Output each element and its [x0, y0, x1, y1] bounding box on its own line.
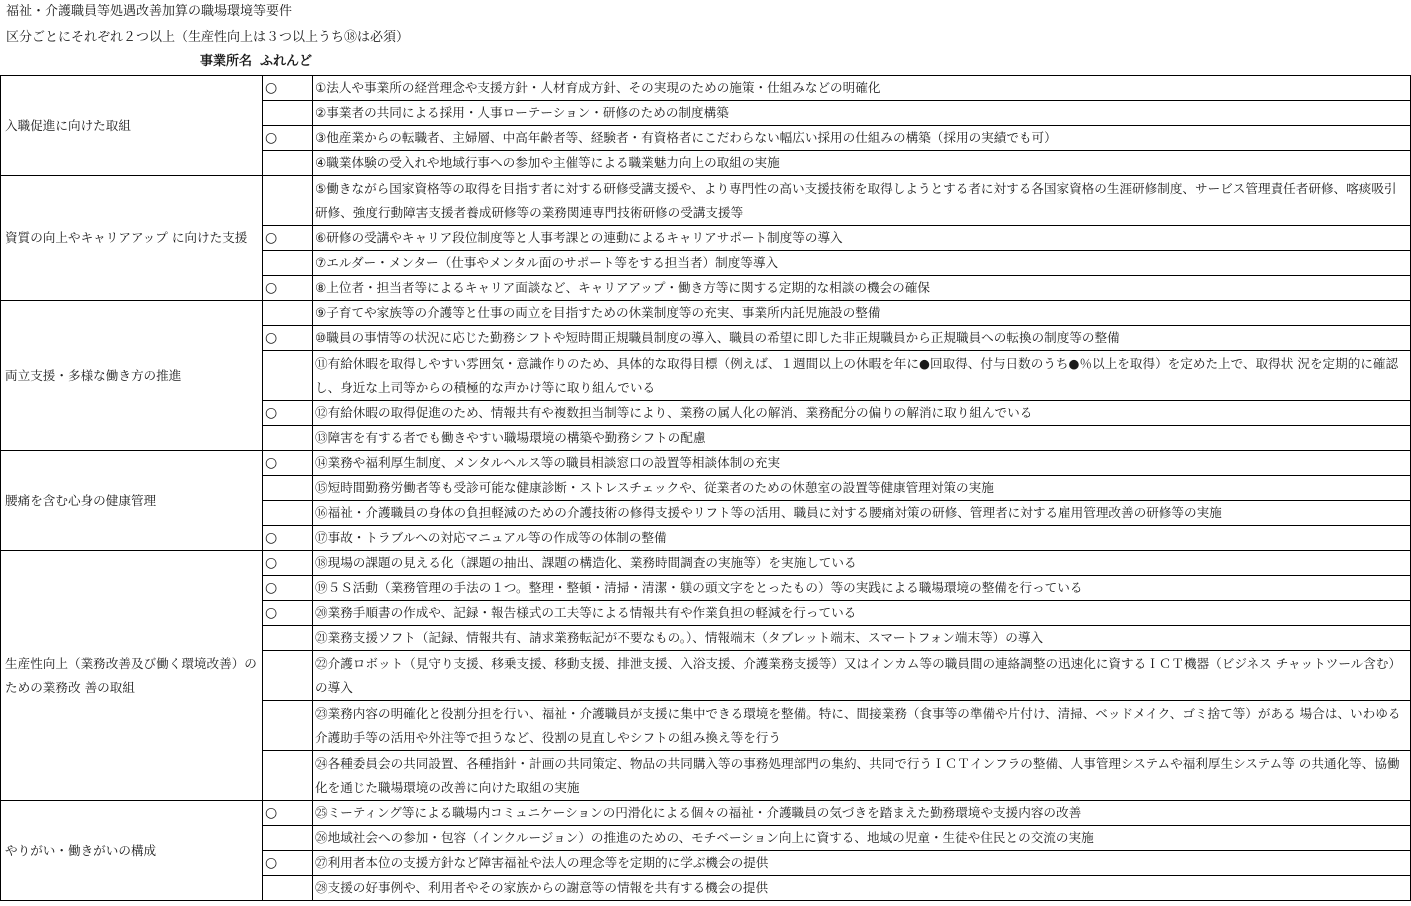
requirements-table [0, 75, 1411, 901]
selection-mark [263, 651, 313, 701]
requirement-item: ㉗利用者本位の支援方針など障害福祉や法人の理念等を定期的に学ぶ機会の提供 [313, 851, 1411, 876]
requirement-item: ㉓業務内容の明確化と役割分担を行い、福祉・介護職員が支援に集中できる環境を整備。特に、間接業務（食事等の準備や片付け、清掃、ベッドメイク、ゴミ捨て等）がある 場合は、いわゆる介護助手等の活用や外注等で担うなど、役割の見直しやシフトの組み換え等を行う [313, 701, 1411, 751]
selection-mark: ○ [263, 126, 313, 151]
selection-mark [263, 351, 313, 401]
requirement-item: ⑩職員の事情等の状況に応じた勤務シフトや短時間正規職員制度の導入、職員の希望に即した非正規職員から正規職員への転換の制度等の整備 [313, 326, 1411, 351]
requirement-item: ②事業者の共同による採用・人事ローテーション・研修のための制度構築 [313, 101, 1411, 126]
office-row [200, 54, 312, 70]
category-label: 腰痛を含む心身の健康管理 [1, 451, 263, 551]
requirement-item: ㉑業務支援ソフト（記録、情報共有、請求業務転記が不要なもの。）、情報端末（タブレット端末、スマートフォン端末等）の導入 [313, 626, 1411, 651]
selection-mark: ○ [263, 401, 313, 426]
requirement-item: ⑥研修の受講やキャリア段位制度等と人事考課との連動によるキャリアサポート制度等の導入 [313, 226, 1411, 251]
table-row [1, 176, 1411, 226]
requirement-item: ⑮短時間勤務労働者等も受診可能な健康診断・ストレスチェックや、従業者のための休憩室の設置等健康管理対策の実施 [313, 476, 1411, 501]
selection-mark: ○ [263, 601, 313, 626]
selection-mark [263, 701, 313, 751]
selection-mark: ○ [263, 276, 313, 301]
requirement-item: ⑬障害を有する者でも働きやすい職場環境の構築や勤務シフトの配慮 [313, 426, 1411, 451]
selection-mark [263, 501, 313, 526]
requirement-item: ⑭業務や福利厚生制度、メンタルヘルス等の職員相談窓口の設置等相談体制の充実 [313, 451, 1411, 476]
selection-mark: ○ [263, 526, 313, 551]
requirement-item: ⑳業務手順書の作成や、記録・報告様式の工夫等による情報共有や作業負担の軽減を行っている [313, 601, 1411, 626]
category-label: やりがい・働きがいの構成 [1, 801, 263, 901]
selection-mark [263, 626, 313, 651]
office-label: 事業所名 [200, 54, 253, 69]
requirement-item: ④職業体験の受入れや地域行事への参加や主催等による職業魅力向上の取組の実施 [313, 151, 1411, 176]
sheet-title: 福祉・介護職員等処遇改善加算の職場環境等要件 [6, 4, 293, 19]
office-name: ふれんど [260, 54, 313, 69]
category-label: 入職促進に向けた取組 [1, 76, 263, 176]
category-label: 生産性向上（業務改善及び働く環境改善）のための業務改 善の取組 [1, 551, 263, 801]
requirement-item: ⑦エルダー・メンター（仕事やメンタル面のサポート等をする担当者）制度等導入 [313, 251, 1411, 276]
selection-mark: ○ [263, 851, 313, 876]
requirement-item: ⑰事故・トラブルへの対応マニュアル等の作成等の体制の整備 [313, 526, 1411, 551]
selection-mark [263, 301, 313, 326]
selection-mark: ○ [263, 576, 313, 601]
selection-mark [263, 426, 313, 451]
selection-mark: ○ [263, 551, 313, 576]
selection-mark [263, 176, 313, 226]
selection-mark [263, 876, 313, 901]
requirement-item: ㉘支援の好事例や、利用者やその家族からの謝意等の情報を共有する機会の提供 [313, 876, 1411, 901]
requirement-item: ㉒介護ロボット（見守り支援、移乗支援、移動支援、排泄支援、入浴支援、介護業務支援等）又はインカム等の職員間の連絡調整の迅速化に資するＩＣＴ機器（ビジネス チャットツール含む）の導入 [313, 651, 1411, 701]
requirement-item: ㉕ミーティング等による職場内コミュニケーションの円滑化による個々の福祉・介護職員の気づきを踏まえた勤務環境や支援内容の改善 [313, 801, 1411, 826]
selection-mark: ○ [263, 801, 313, 826]
selection-mark [263, 826, 313, 851]
table-row [1, 76, 1411, 101]
requirement-item: ③他産業からの転職者、主婦層、中高年齢者等、経験者・有資格者にこだわらない幅広い採用の仕組みの構築（採用の実績でも可） [313, 126, 1411, 151]
selection-mark [263, 101, 313, 126]
selection-mark [263, 151, 313, 176]
table-row [1, 301, 1411, 326]
requirement-item: ⑤働きながら国家資格等の取得を目指す者に対する研修受講支援や、より専門性の高い支援技術を取得しようとする者に対する各国家資格の生涯研修制度、サービス管理責任者研修、喀痰吸引研修、強度行動障害支援者養成研修等の業務関連専門技術研修の受講支援等 [313, 176, 1411, 226]
requirement-item: ⑲５Ｓ活動（業務管理の手法の１つ。整理・整頓・清掃・清潔・躾の頭文字をとったもの）等の実践による職場環境の整備を行っている [313, 576, 1411, 601]
sheet-subtitle: 区分ごとにそれぞれ２つ以上（生産性向上は３つ以上うち⑱は必須） [6, 30, 410, 45]
table-row [1, 451, 1411, 476]
requirement-item: ⑪有給休暇を取得しやすい雰囲気・意識作りのため、具体的な取得目標（例えば、１週間以上の休暇を年に●回取得、付与日数のうち●％以上を取得）を定めた上で、取得状 況を定期的に確認し、身近な上司等からの積極的な声かけ等に取り組んでいる [313, 351, 1411, 401]
selection-mark [263, 476, 313, 501]
selection-mark: ○ [263, 326, 313, 351]
category-label: 両立支援・多様な働き方の推進 [1, 301, 263, 451]
requirement-item: ①法人や事業所の経営理念や支援方針・人材育成方針、その実現のための施策・仕組みなどの明確化 [313, 76, 1411, 101]
selection-mark [263, 251, 313, 276]
table-row [1, 801, 1411, 826]
selection-mark: ○ [263, 76, 313, 101]
requirement-item: ㉔各種委員会の共同設置、各種指針・計画の共同策定、物品の共同購入等の事務処理部門の集約、共同で行うＩＣＴインフラの整備、人事管理システムや福利厚生システム等 の共通化等、協働化を通じた職場環境の改善に向けた取組の実施 [313, 751, 1411, 801]
category-label: 資質の向上やキャリアアップ に向けた支援 [1, 176, 263, 301]
requirement-item: ⑨子育てや家族等の介護等と仕事の両立を目指すための休業制度等の充実、事業所内託児施設の整備 [313, 301, 1411, 326]
requirement-item: ⑧上位者・担当者等によるキャリア面談など、キャリアアップ・働き方等に関する定期的な相談の機会の確保 [313, 276, 1411, 301]
requirement-item: ⑫有給休暇の取得促進のため、情報共有や複数担当制等により、業務の属人化の解消、業務配分の偏りの解消に取り組んでいる [313, 401, 1411, 426]
selection-mark: ○ [263, 451, 313, 476]
selection-mark: ○ [263, 226, 313, 251]
requirement-item: ㉖地域社会への参加・包容（インクルージョン）の推進のための、モチベーション向上に資する、地域の児童・生徒や住民との交流の実施 [313, 826, 1411, 851]
requirement-item: ⑱現場の課題の見える化（課題の抽出、課題の構造化、業務時間調査の実施等）を実施している [313, 551, 1411, 576]
table-row [1, 551, 1411, 576]
requirement-item: ⑯福祉・介護職員の身体の負担軽減のための介護技術の修得支援やリフト等の活用、職員に対する腰痛対策の研修、管理者に対する雇用管理改善の研修等の実施 [313, 501, 1411, 526]
selection-mark [263, 751, 313, 801]
